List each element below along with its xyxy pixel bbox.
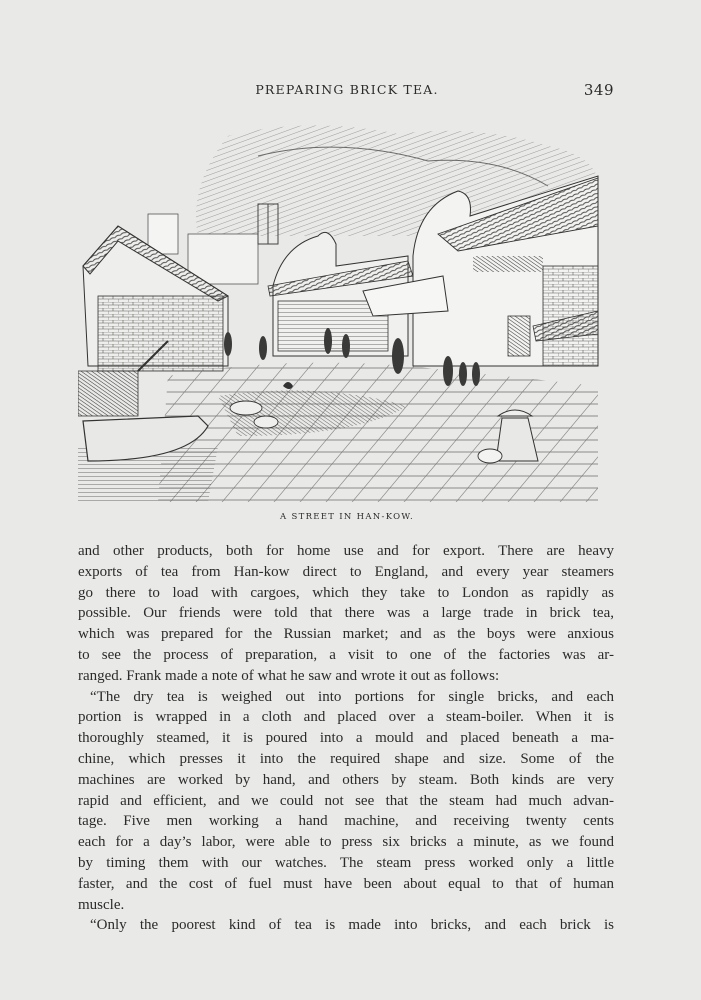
running-title: PREPARING BRICK TEA. (255, 82, 439, 97)
text-line: machines are worked by hand, and others by steam. Both kinds are very (78, 771, 614, 788)
text-line: “Only the poorest kind of tea is made into bricks, and each brick is (90, 917, 614, 934)
paragraph-3 (78, 915, 614, 936)
text-line: each for a day’s labor, were able to press six bricks a minute, as we found (78, 834, 614, 851)
text-line: and other products, both for home use and for export. There are heavy (78, 543, 614, 559)
paragraph-1 (78, 541, 614, 687)
text-line: tage. Five men working a hand machine, and receiving twenty cents (78, 813, 614, 830)
text-line: to see the process of preparation, a visit to one of the factories was ar- (78, 646, 614, 663)
text-line: thoroughly steamed, it is poured into a mould and placed beneath a ma- (78, 730, 614, 747)
page-number: 349 (583, 81, 614, 99)
text-line: go there to load with cargoes, which they take to London as rapidly as (78, 584, 614, 601)
street-engraving (78, 116, 606, 502)
body-text (78, 541, 614, 936)
text-line: “The dry tea is weighed out into portions for single bricks, and each (90, 688, 614, 705)
text-line: faster, and the cost of fuel must have been about equal to that of human (78, 875, 614, 892)
text-line: muscle. (78, 896, 125, 913)
text-line: portion is wrapped in a cloth and placed over a steam-boiler. When it is (78, 709, 614, 726)
text-line: ranged. Frank made a note of what he saw and wrote it out as follows: (78, 667, 500, 684)
paragraph-2 (78, 687, 614, 916)
text-line: by timing them with our watches. The steam press worked only a little (78, 854, 614, 871)
running-head (80, 82, 614, 102)
text-line: possible. Our friends were told that there was a large trade in brick tea, (78, 605, 614, 622)
text-line: chine, which presses it into the required shape and size. Some of the (78, 750, 614, 767)
figure-caption: A STREET IN HAN-KOW. (280, 512, 414, 522)
text-line: which was prepared for the Russian market; and as the boys were anxious (78, 626, 614, 643)
text-line: rapid and efficient, and we could not see that the steam had much advan- (78, 792, 614, 809)
text-line: exports of tea from Han-kow direct to England, and every year steamers (78, 563, 614, 580)
